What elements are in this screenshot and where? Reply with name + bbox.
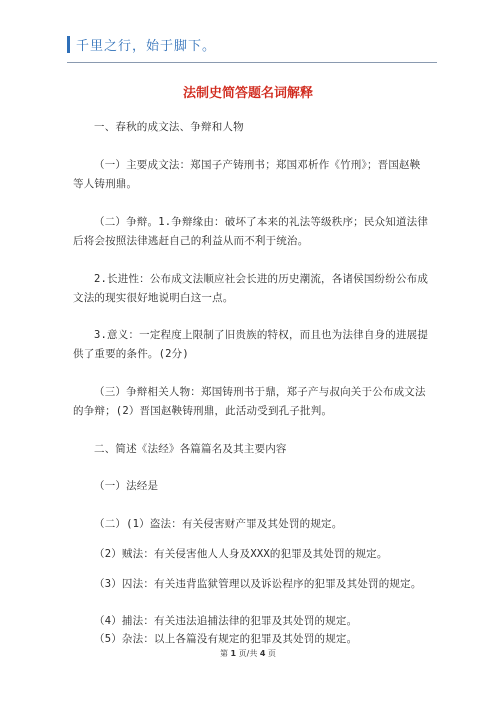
header-divider: [67, 62, 437, 63]
page-footer: [0, 648, 496, 659]
paragraph: 3.意义：一定程度上限制了旧贵族的特权，而且也为法律自身的进展提供了重要的条件。(2分): [73, 329, 429, 360]
paragraph: （5）杂法：以上各篇没有规定的犯罪及其处罚的规定。: [94, 633, 358, 645]
paragraph: （4）捕法：有关违法追捕法律的犯罪及其处罚的规定。: [94, 615, 358, 627]
paragraph: （一）主要成文法：郑国子产铸刑书；郑国邓析作《竹刑》；晋国赵鞅等人铸刑鼎。: [73, 159, 421, 190]
header-motto: 千里之行，始于脚下。: [76, 39, 217, 54]
paragraph: （2）贼法：有关侵害他人人身及XXX的犯罪及其处罚的规定。: [94, 548, 388, 560]
section-heading-1: 一、春秋的成文法、争辩和人物: [94, 121, 244, 133]
paragraph: （二）(1）盗法：有关侵害财产罪及其处罚的规定。: [94, 518, 343, 530]
footer-middle: 页/共: [238, 649, 258, 658]
header-accent-bar: [67, 36, 70, 53]
paragraph: （二）争辩。1.争辩缘由：破坏了本来的礼法等级秩序；民众知道法律后将会按照法律逃赶自己的利益从而不利于统治。: [73, 216, 429, 247]
document-title: 法制史简答题名词解释: [182, 86, 313, 101]
paragraph: （一）法经是: [94, 480, 159, 492]
paragraph: （3）囚法：有关违背监狱管理以及诉讼程序的犯罪及其处罚的规定。: [94, 578, 422, 590]
paragraph: 2.长进性：公布成文法顺应社会长进的历史潮流，各诸侯国纷纷公布成文法的现实很好地说明白这一点。: [73, 273, 429, 304]
footer-total-pages: 4: [259, 649, 266, 658]
footer-suffix: 页: [268, 649, 277, 658]
paragraph: （三）争辩相关人物：郑国铸刑书于鼎，郑子产与叔向关于公布成文法的争辩；(2）晋国赵鞅铸刑鼎，此活动受到孔子批判。: [73, 386, 426, 417]
footer-page-number: 1: [230, 649, 237, 658]
footer-prefix: 第: [219, 649, 228, 658]
section-heading-2: 二、简述《法经》各篇篇名及其主要内容: [94, 443, 287, 455]
